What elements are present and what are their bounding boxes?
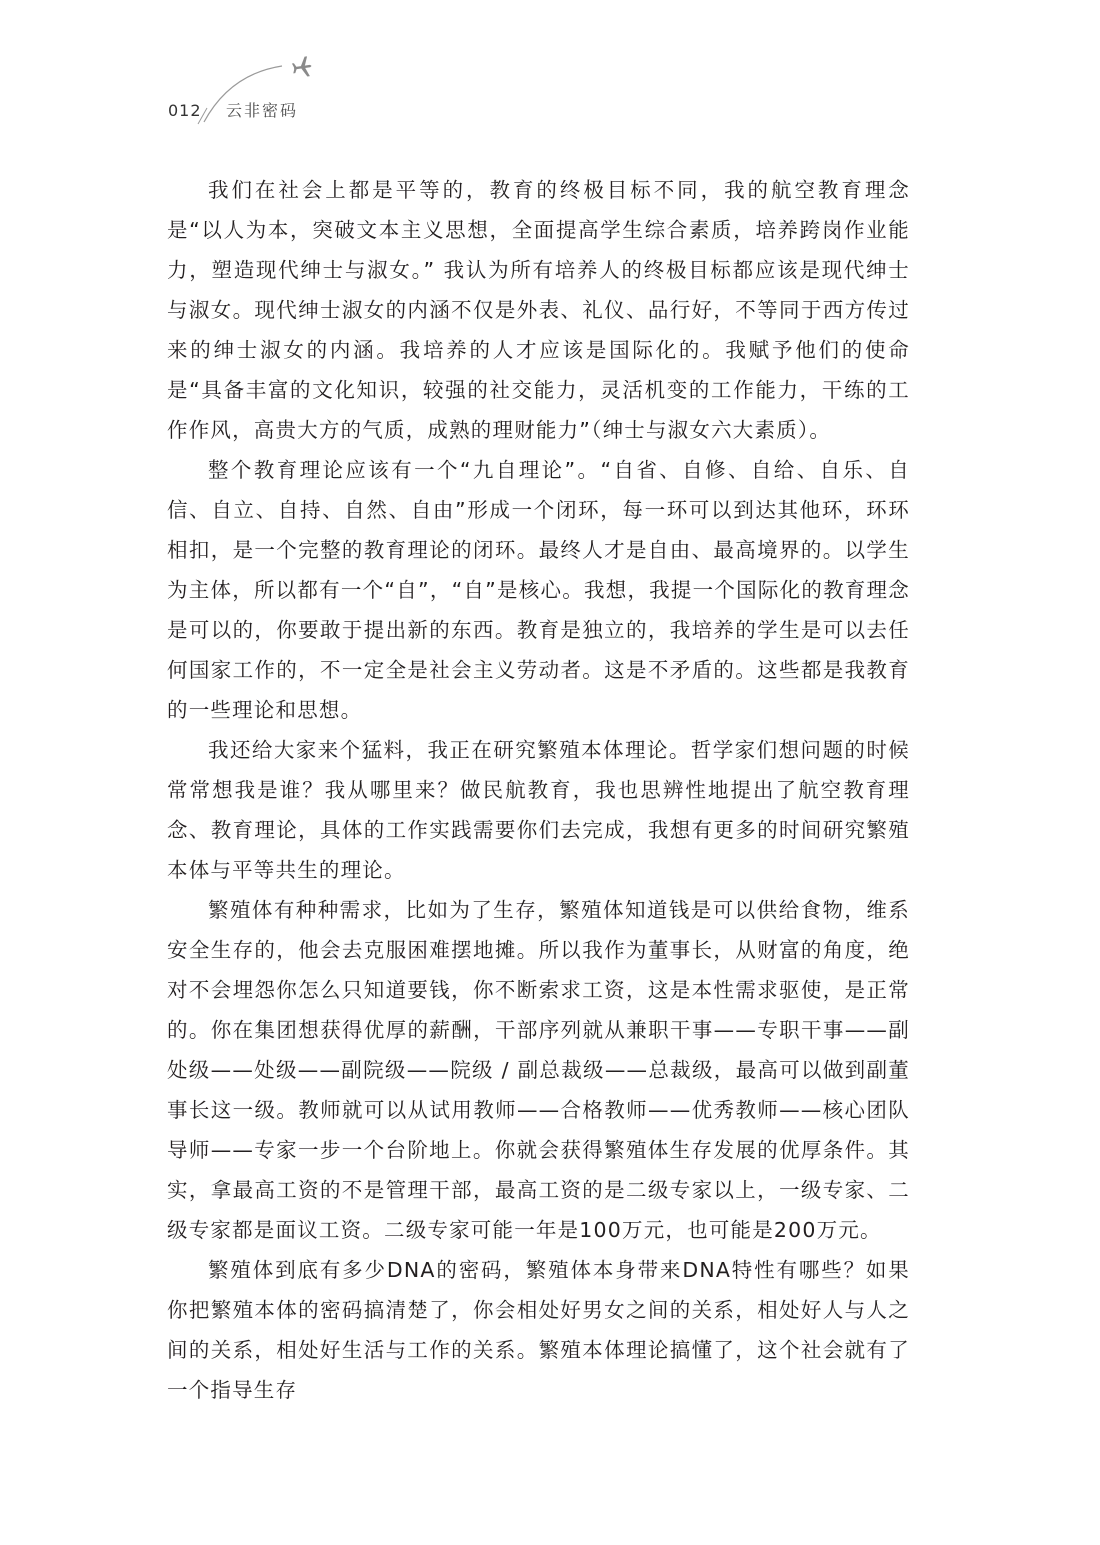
running-title: 云非密码 xyxy=(226,101,299,120)
page-body xyxy=(167,170,910,1410)
paragraph: 繁殖体有种种需求，比如为了生存，繁殖体知道钱是可以供给食物，维系安全生存的，他会去克服困难摆地摊。所以我作为董事长，从财富的角度，绝对不会埋怨你怎么只知道要钱，你不断索求工资，这是本性需求驱使，是正常的。你在集团想获得优厚的薪酬，干部序列就从兼职干事——专职干事——副处级——处级——副院级——院级 / 副总裁级——总裁级，最高可以做到副董事长这一级。教师就可以从试用教师——合格教师——优秀教师——核心团队导师——专家一步一个台阶地上。你就会获得繁殖体生存发展的优厚条件。其实，拿最高工资的不是管理干部，最高工资的是二级专家以上，一级专家、二级专家都是面议工资。二级专家可能一年是100万元，也可能是200万元。 xyxy=(167,898,910,1242)
paragraph: 整个教育理论应该有一个“九自理论”。“自省、自修、自给、自乐、自信、自立、自持、自然、自由”形成一个闭环，每一环可以到达其他环，环环相扣，是一个完整的教育理论的闭环。最终人才是自由、最高境界的。以学生为主体，所以都有一个“自”，“自”是核心。我想，我提一个国际化的教育理念是可以的，你要敢于提出新的东西。教育是独立的，我培养的学生是可以去任何国家工作的，不一定全是社会主义劳动者。这是不矛盾的。这些都是我教育的一些理论和思想。 xyxy=(167,458,910,722)
paragraph: 我们在社会上都是平等的，教育的终极目标不同，我的航空教育理念是“以人为本，突破文本主义思想，全面提高学生综合素质，培养跨岗作业能力，塑造现代绅士与淑女。” 我认为所有培养人的终极目标都应该是现代绅士与淑女。现代绅士淑女的内涵不仅是外表、礼仪、品行好，不等同于西方传过来的绅士淑女的内涵。我培养的人才应该是国际化的。我赋予他们的使命是“具备丰富的文化知识，较强的社交能力，灵活机变的工作能力，干练的工作作风，高贵大方的气质，成熟的理财能力”（绅士与淑女六大素质）。 xyxy=(167,178,910,442)
paragraph: 繁殖体到底有多少DNA的密码，繁殖体本身带来DNA特性有哪些？如果你把繁殖本体的密码搞清楚了，你会相处好男女之间的关系，相处好人与人之间的关系，相处好生活与工作的关系。繁殖本体理论搞懂了，这个社会就有了一个指导生存 xyxy=(167,1258,910,1402)
paragraph: 我还给大家来个猛料，我正在研究繁殖本体理论。哲学家们想问题的时候常常想我是谁？我从哪里来？做民航教育，我也思辨性地提出了航空教育理念、教育理论，具体的工作实践需要你们去完成，我想有更多的时间研究繁殖本体与平等共生的理论。 xyxy=(167,738,910,882)
page-header xyxy=(0,0,1100,140)
page-number: 012 xyxy=(168,101,202,120)
